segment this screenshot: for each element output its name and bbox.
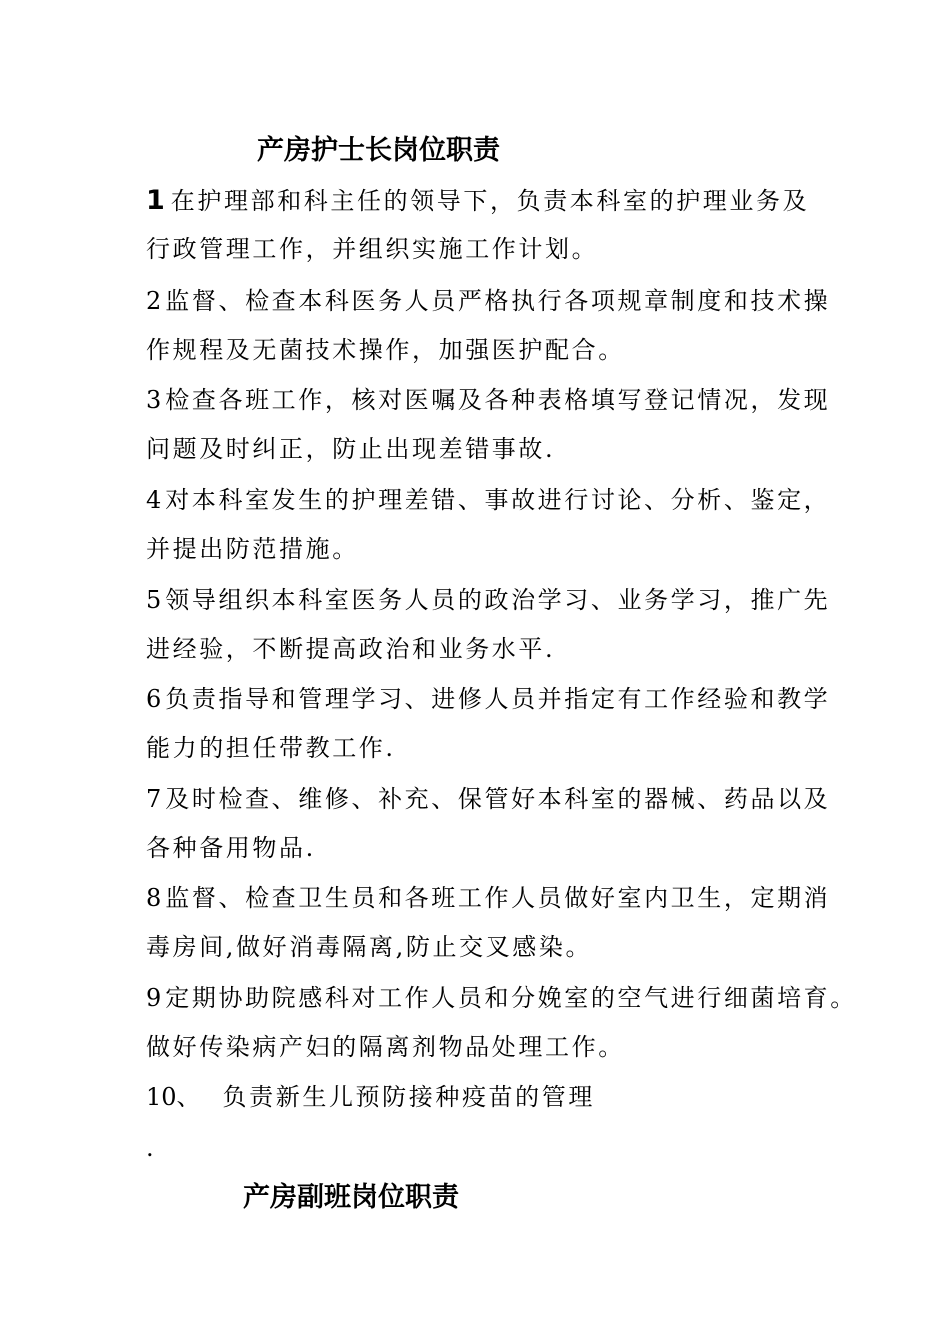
stray-dot: . <box>146 1134 157 1162</box>
section-title-2: 产房副班岗位职责 <box>243 1182 459 1213</box>
item-4-line-1 <box>146 488 830 512</box>
item-4-line-2: 并提出防范措施。 <box>146 535 359 563</box>
item-2-number: 2 <box>146 287 162 315</box>
item-9-line-1 <box>146 986 857 1010</box>
item-1-text-a: 在护理部和科主任的领导下，负责本科室的护理业务及 <box>170 187 810 215</box>
item-8-text-a: 监督、检查卫生员和各班工作人员做好室内卫生，定期消 <box>165 884 831 912</box>
item-5-line-1 <box>146 588 830 612</box>
item-10-line <box>146 1085 595 1109</box>
item-2-line-2: 作规程及无菌技术操作，加强医护配合。 <box>146 336 625 364</box>
item-4-text-a: 对本科室发生的护理差错、事故进行讨论、分析、鉴定， <box>165 486 831 514</box>
item-2-text-a: 监督、检查本科医务人员严格执行各项规章制度和技术操 <box>165 287 831 315</box>
item-6-number: 6 <box>146 685 162 713</box>
item-7-line-2: 各种备用物品. <box>146 834 316 862</box>
item-9-line-2: 做好传染病产妇的隔离剂物品处理工作。 <box>146 1033 625 1061</box>
item-9-number: 9 <box>146 984 162 1012</box>
item-8-line-1 <box>146 886 830 910</box>
item-3-line-1 <box>146 388 830 412</box>
item-9-text-a: 定期协助院感科对工作人员和分娩室的空气进行细菌培育。 <box>165 984 857 1012</box>
item-1-number: 1 <box>146 185 165 216</box>
item-6-line-1 <box>146 687 830 711</box>
item-5-number: 5 <box>146 586 162 614</box>
item-5-text-a: 领导组织本科室医务人员的政治学习、业务学习，推广先 <box>165 586 831 614</box>
item-7-text-a: 及时检查、维修、补充、保管好本科室的器械、药品以及 <box>165 785 831 813</box>
item-6-line-2: 能力的担任带教工作. <box>146 734 396 762</box>
page-title: 产房护士长岗位职责 <box>257 135 500 166</box>
item-7-line-1 <box>146 787 830 811</box>
item-8-line-2: 毒房间,做好消毒隔离,防止交叉感染。 <box>146 933 593 961</box>
item-2-line-1 <box>146 289 830 313</box>
item-6-text-a: 负责指导和管理学习、进修人员并指定有工作经验和教学 <box>165 685 831 713</box>
item-10-number: 10、 <box>146 1083 201 1111</box>
item-7-number: 7 <box>146 785 162 813</box>
item-8-number: 8 <box>146 884 162 912</box>
item-10-text: 负责新生儿预防接种疫苗的管理 <box>222 1083 595 1111</box>
item-5-line-2: 进经验，不断提高政治和业务水平. <box>146 635 556 663</box>
item-4-number: 4 <box>146 486 162 514</box>
item-1-line-1 <box>146 187 809 214</box>
item-3-text-a: 检查各班工作，核对医嘱及各种表格填写登记情况，发现 <box>165 386 831 414</box>
item-3-number: 3 <box>146 386 162 414</box>
item-3-line-2: 问题及时纠正，防止出现差错事故. <box>146 435 556 463</box>
item-1-line-2: 行政管理工作，并组织实施工作计划。 <box>146 235 599 263</box>
